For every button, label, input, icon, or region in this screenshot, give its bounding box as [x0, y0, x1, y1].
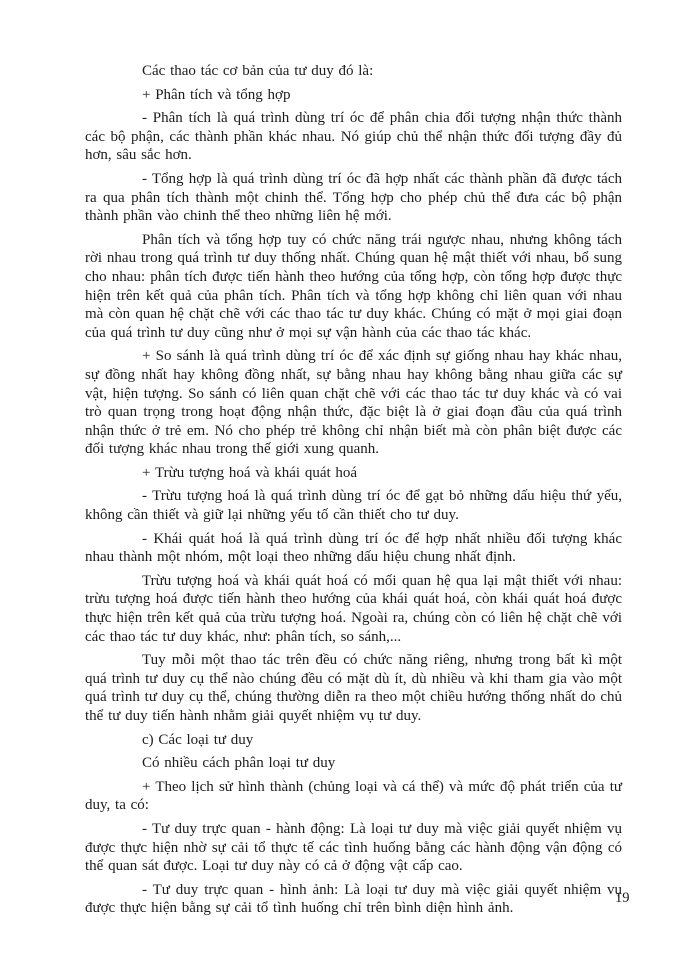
paragraph: c) Các loại tư duy — [142, 731, 254, 748]
paragraph: + Phân tích và tổng hợp — [142, 86, 291, 103]
paragraph: - Tư duy trực quan - hành động: Là loại tư duy mà việc giải quyết nhiệm vụ được thực hiện nhờ sự cải tổ thực tế các tình huống bằng các hành động vận động có thể quan sát được. Loại tư duy này có cả ở động vật cấp cao. — [85, 820, 622, 875]
paragraph: Có nhiều cách phân loại tư duy — [142, 755, 336, 772]
paragraph: Trừu tượng hoá và khái quát hoá có mối quan hệ qua lại mật thiết với nhau: trừu tượng hoá được tiến hành theo hướng của khái quát hoá, còn khái quát hoá được thực hiện trên kết quả của trừu tượng hoá. Ngoài ra, chúng còn có liên hệ chặt chẽ với các thao tác tư duy khác, như: phân tích, so sánh,... — [85, 572, 622, 645]
paragraph: + Trừu tượng hoá và khái quát hoá — [142, 464, 358, 481]
page-body-text — [85, 62, 622, 923]
paragraph: - Tư duy trực quan - hình ảnh: Là loại tư duy mà việc giải quyết nhiệm vụ được thực hiện bằng sự cải tổ tình huống chỉ trên bình diện hình ảnh. — [85, 881, 622, 917]
paragraph: - Trừu tượng hoá là quá trình dùng trí óc để gạt bỏ những dấu hiệu thứ yếu, không cần thiết và giữ lại những yếu tố cần thiết cho tư duy. — [85, 488, 622, 524]
paragraph: - Phân tích là quá trình dùng trí óc để phân chia đối tượng nhận thức thành các bộ phận, các thành phần khác nhau. Nó giúp chủ thể nhận thức đối tượng đầy đủ hơn, sâu sắc hơn. — [85, 110, 622, 164]
paragraph: Phân tích và tổng hợp tuy có chức năng trái ngược nhau, nhưng không tách rời nhau trong quá trình tư duy thống nhất. Chúng quan hệ mật thiết với nhau, bổ sung cho nhau: phân tích được tiến hành theo hướng của tổng hợp, còn tổng hợp được thực hiện trên kết quả của phân tích. Phân tích và tổng hợp không chỉ liên quan với nhau mà còn quan hệ chặt chẽ với các thao tác tư duy khác. Chúng có mặt ở mọi giai đoạn của quá trình tư duy cũng như ở mọi sự vận hành của các thao tác khác. — [85, 231, 622, 341]
paragraph: - Khái quát hoá là quá trình dùng trí óc để hợp nhất nhiều đối tượng khác nhau thành một nhóm, một loại theo những dấu hiệu chung nhất định. — [85, 530, 622, 566]
paragraph: Tuy mỗi một thao tác trên đều có chức năng riêng, nhưng trong bất kì một quá trình tư duy cụ thể nào chúng đều có mặt dù ít, dù nhiều và khi tham gia vào một quá trình tư duy cụ thể, chúng thường diễn ra theo một chiều hướng thống nhất do chủ thể tư duy tiến hành nhằm giải quyết nhiệm vụ tư duy. — [85, 652, 622, 724]
paragraph: Các thao tác cơ bản của tư duy đó là: — [142, 63, 374, 79]
page-number: 19 — [615, 890, 630, 906]
paragraph: - Tổng hợp là quá trình dùng trí óc đã hợp nhất các thành phần đã được tách ra qua phân tích thành một chinh thể. Tổng hợp cho phép chủ thể đưa các bộ phận thành phần vào chinh thể theo những liên hệ mới. — [85, 170, 622, 225]
paragraph: + Theo lịch sử hình thành (chủng loại và cá thể) và mức độ phát triển của tư duy, ta có: — [85, 778, 622, 814]
paragraph: + So sánh là quá trình dùng trí óc để xác định sự giống nhau hay khác nhau, sự đồng nhất hay không đồng nhất, sự bằng nhau hay không bằng nhau giữa các sự vật, hiện tượng. So sánh có liên quan chặt chẽ với các thao tác tư duy khác và có vai trò quan trọng trong hoạt động nhận thức, đặc biệt là ở giai đoạn đầu của quá trình nhận thức ở trẻ em. Nó cho phép trẻ không chỉ nhận biết mà còn phân biệt được các đối tượng khác nhau trong thế giới xung quanh. — [85, 348, 622, 458]
